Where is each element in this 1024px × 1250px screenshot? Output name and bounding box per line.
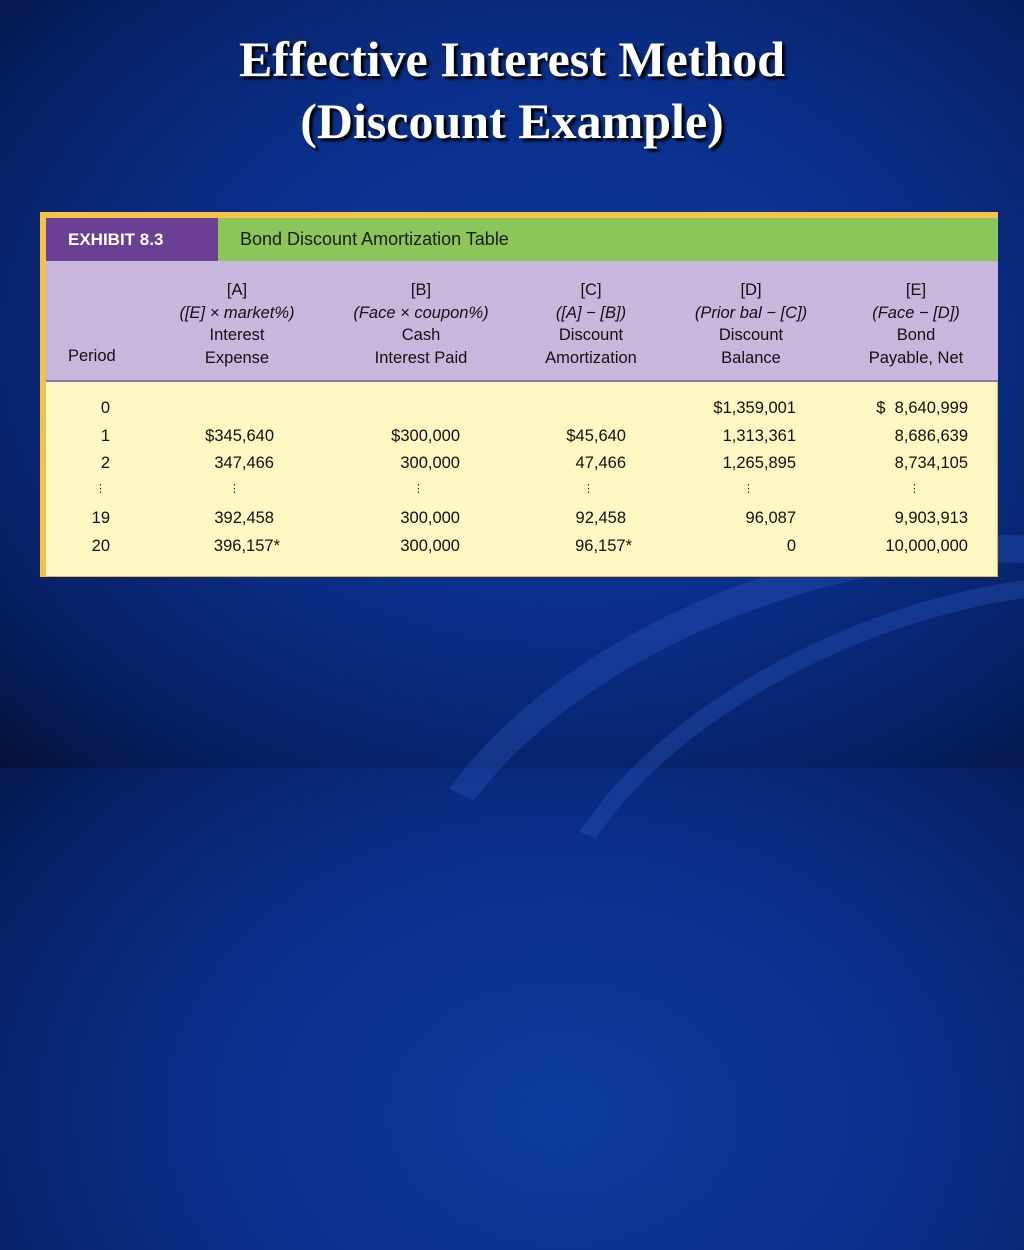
table-row	[46, 396, 998, 424]
exhibit-header	[46, 218, 998, 261]
cell-discount-balance: 1,313,361	[722, 426, 796, 445]
cell-interest-expense: 392,458	[214, 509, 274, 527]
column-label: Discount	[718, 326, 784, 344]
slide-title-line-1: Effective Interest Method	[238, 31, 786, 87]
slide-title-line-2: (Discount Example)	[300, 93, 724, 149]
column-header-a	[162, 279, 312, 369]
column-headers	[46, 261, 998, 382]
column-formula: ([A] − [B])	[555, 303, 627, 322]
column-label: Expense	[204, 348, 270, 367]
column-header-e	[846, 279, 986, 369]
table-row	[46, 451, 998, 479]
cell-cash-interest-paid: 300,000	[400, 536, 460, 555]
cell-interest-expense: $345,640	[205, 426, 274, 445]
cell-bond-payable-net: 10,000,000	[885, 536, 968, 555]
column-code: [D]	[740, 281, 762, 299]
cell-discount-balance: 1,265,895	[722, 454, 796, 472]
column-label: Amortization	[545, 348, 637, 367]
cell-bond-payable-net: 8,686,639	[894, 426, 968, 445]
column-header-b	[336, 279, 506, 369]
ellipsis-icon: ⋮	[95, 482, 106, 495]
exhibit-table	[40, 212, 998, 577]
column-label: Interest Paid	[374, 348, 468, 367]
column-code: [B]	[410, 281, 432, 299]
column-formula: (Face × coupon%)	[353, 303, 489, 322]
cell-period: 1	[100, 426, 110, 445]
cell-cash-interest-paid: $300,000	[391, 426, 460, 445]
cell-discount-amortization: 92,458	[575, 509, 626, 527]
cell-discount-amortization: 96,157*	[575, 536, 632, 555]
cell-bond-payable-net: 9,903,913	[894, 509, 968, 527]
table-body	[46, 396, 998, 561]
cell-discount-balance: 0	[786, 536, 796, 555]
ellipsis-icon: ⋮	[743, 482, 754, 495]
column-header-c	[526, 279, 656, 369]
column-label: Interest	[209, 326, 265, 344]
cell-period: 20	[91, 536, 110, 555]
column-formula: (Prior bal − [C])	[694, 303, 808, 322]
column-label: Discount	[558, 326, 624, 344]
cell-bond-payable-net: 8,734,105	[894, 454, 968, 472]
ellipsis-icon: ⋮	[583, 482, 594, 495]
column-label: Bond	[896, 326, 936, 344]
cell-discount-amortization: $45,640	[566, 426, 626, 445]
slide-title	[0, 28, 1024, 152]
cell-cash-interest-paid: 300,000	[400, 454, 460, 472]
column-label: Balance	[721, 348, 781, 367]
cell-bond-payable-net: $ 8,640,999	[876, 399, 968, 417]
column-formula: ([E] × market%)	[179, 303, 295, 322]
exhibit-title: Bond Discount Amortization Table	[240, 229, 509, 249]
cell-period: 0	[100, 399, 110, 417]
cell-interest-expense: 347,466	[214, 454, 274, 472]
cell-discount-balance: 96,087	[745, 509, 796, 527]
ellipsis-icon: ⋮	[909, 482, 920, 495]
column-code: [A]	[226, 281, 248, 299]
column-code: [E]	[905, 281, 927, 299]
cell-interest-expense: 396,157*	[213, 536, 280, 555]
table-row	[46, 534, 998, 562]
cell-discount-amortization: 47,466	[575, 454, 626, 472]
table-row	[46, 424, 998, 452]
column-header-period: Period	[68, 347, 116, 365]
cell-cash-interest-paid: 300,000	[400, 509, 460, 527]
ellipsis-icon: ⋮	[229, 482, 240, 495]
column-code: [C]	[580, 281, 602, 299]
ellipsis-icon: ⋮	[413, 482, 424, 495]
cell-discount-balance: $1,359,001	[713, 399, 796, 417]
exhibit-tag: EXHIBIT 8.3	[46, 218, 218, 261]
column-label: Cash	[401, 326, 441, 344]
table-row	[46, 506, 998, 534]
table-row-ellipsis	[46, 479, 998, 507]
column-label: Payable, Net	[868, 348, 964, 367]
cell-period: 2	[100, 454, 110, 472]
column-formula: (Face − [D])	[872, 303, 960, 322]
cell-period: 19	[91, 509, 110, 527]
column-header-d	[676, 279, 826, 369]
